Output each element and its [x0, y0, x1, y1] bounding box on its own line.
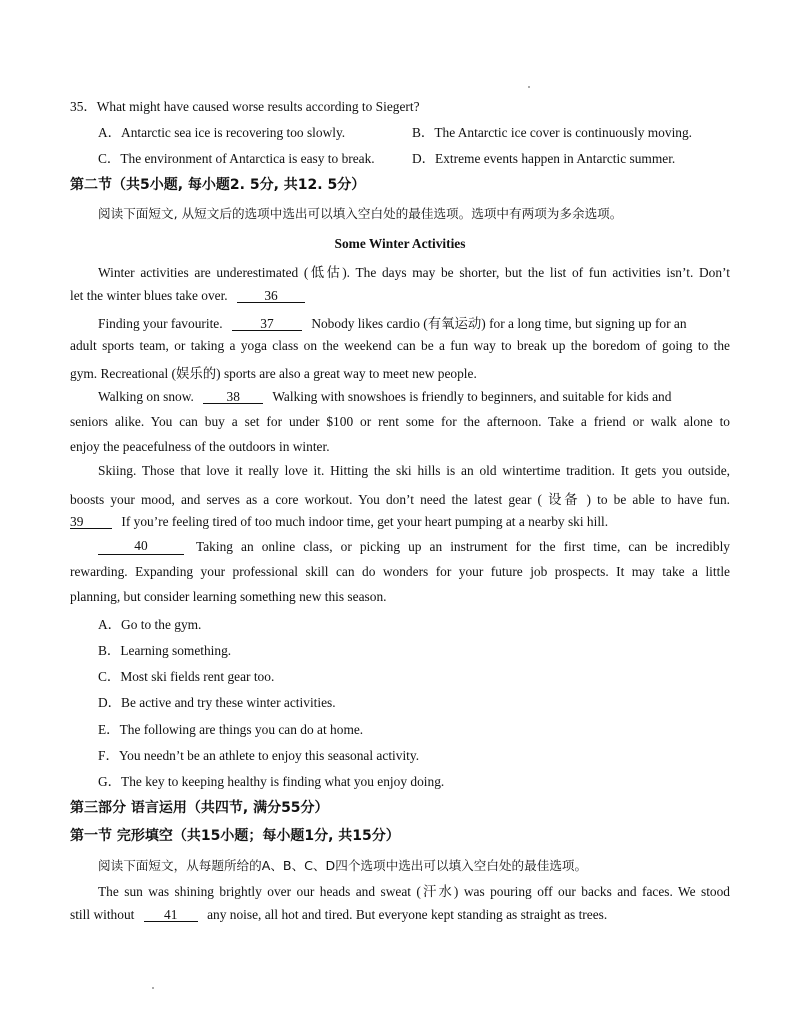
cloze-line1: The sun was shining brightly over our heads and sweat (汗水) was pouring off our backs and faces. We stood	[98, 884, 730, 899]
q35-option-d: D．Extreme events happen in Antarctic summer.	[412, 151, 676, 166]
blank-39[interactable]: 39	[70, 515, 112, 529]
blank-38[interactable]: 38	[203, 390, 263, 404]
option-e: E．The following are things you can do at home.	[98, 722, 364, 737]
para5-line3: planning, but consider learning something new this season.	[70, 589, 387, 604]
option-g: G．The key to keeping healthy is finding what you enjoy doing.	[98, 774, 445, 789]
section2-heading: 第二节（共5小题, 每小题2. 5分, 共12. 5分）	[70, 177, 366, 193]
para5-rest: Taking an online class, or picking up an instrument for the first time, can be incredibly	[196, 539, 730, 554]
part3-subheading: 第一节 完形填空（共15小题；每小题1分, 共15分）	[70, 828, 400, 844]
blank-40[interactable]: 40	[98, 539, 184, 555]
blank-41[interactable]: 41	[144, 908, 198, 922]
option-a: A．Go to the gym.	[98, 617, 202, 632]
part3-heading: 第三部分 语言运用（共四节, 满分55分）	[70, 800, 329, 816]
blank-37[interactable]: 37	[232, 317, 302, 331]
para3-line2: seniors alike. You can buy a set for under $100 or rent some for the afternoon. Take a friend or walk alone to	[70, 414, 730, 429]
para3-lead: Walking on snow.	[98, 389, 194, 404]
para2-lead: Finding your favourite.	[98, 316, 223, 331]
para5-line1	[98, 539, 730, 555]
option-c: C．Most ski fields rent gear too.	[98, 669, 275, 684]
scan-speck	[528, 86, 530, 88]
blank-36[interactable]: 36	[237, 289, 305, 303]
para2-rest: Nobody likes cardio (有氧运动) for a long time, but signing up for an	[311, 316, 687, 331]
para3-line1	[98, 389, 671, 405]
passage-title: Some Winter Activities	[334, 236, 466, 251]
para1-text: let the winter blues take over.	[70, 288, 228, 303]
para2-line1	[98, 313, 687, 332]
q35-stem: 35．What might have caused worse results according to Siegert?	[70, 99, 420, 114]
para4-line2: boosts your mood, and serves as a core workout. You don’t need the latest gear ( 设备 ) to be able to have fun.	[70, 492, 730, 507]
para2-line3: gym. Recreational (娱乐的) sports are also a great way to meet new people.	[70, 366, 477, 381]
q35-option-c: C．The environment of Antarctica is easy to break.	[98, 151, 375, 166]
para4-rest: If you’re feeling tired of too much indoor time, get your heart pumping at a nearby ski hill.	[121, 514, 609, 529]
para3-rest: Walking with snowshoes is friendly to beginners, and suitable for kids and	[272, 389, 672, 404]
para4-line1: Skiing. Those that love it really love it. Hitting the ski hills is an old wintertime tradition. It gets you outside,	[98, 463, 730, 478]
para1-line2	[70, 288, 305, 304]
cloze-line2	[70, 907, 607, 923]
q35-option-b: B．The Antarctic ice cover is continuously moving.	[412, 125, 693, 140]
cloze-rest: any noise, all hot and tired. But everyone kept standing as straight as trees.	[207, 907, 608, 922]
para2-line2: adult sports team, or taking a yoga class on the weekend can be a fun way to break up the boredom of going to the	[70, 338, 730, 353]
scan-speck	[152, 987, 154, 989]
cloze-lead: still without	[70, 907, 135, 922]
option-f: F．You needn’t be an athlete to enjoy this seasonal activity.	[98, 748, 420, 763]
para1-line1: Winter activities are underestimated (低估). The days may be shorter, but the list of fun activities isn’t. Don’t	[98, 265, 730, 280]
option-b: B．Learning something.	[98, 643, 232, 658]
para5-line2: rewarding. Expanding your professional skill can do wonders for your future job prospects. It may take a little	[70, 564, 730, 579]
option-d: D．Be active and try these winter activities.	[98, 695, 336, 710]
section2-instruction: 阅读下面短文, 从短文后的选项中选出可以填入空白处的最佳选项。选项中有两项为多余选项。	[98, 206, 623, 221]
para4-line3	[70, 514, 608, 530]
part3-instruction: 阅读下面短文，从每题所给的A、B、C、D四个选项中选出可以填入空白处的最佳选项。	[98, 858, 588, 873]
para3-line3: enjoy the peacefulness of the outdoors in winter.	[70, 439, 330, 454]
q35-option-a: A．Antarctic sea ice is recovering too slowly.	[98, 125, 346, 140]
